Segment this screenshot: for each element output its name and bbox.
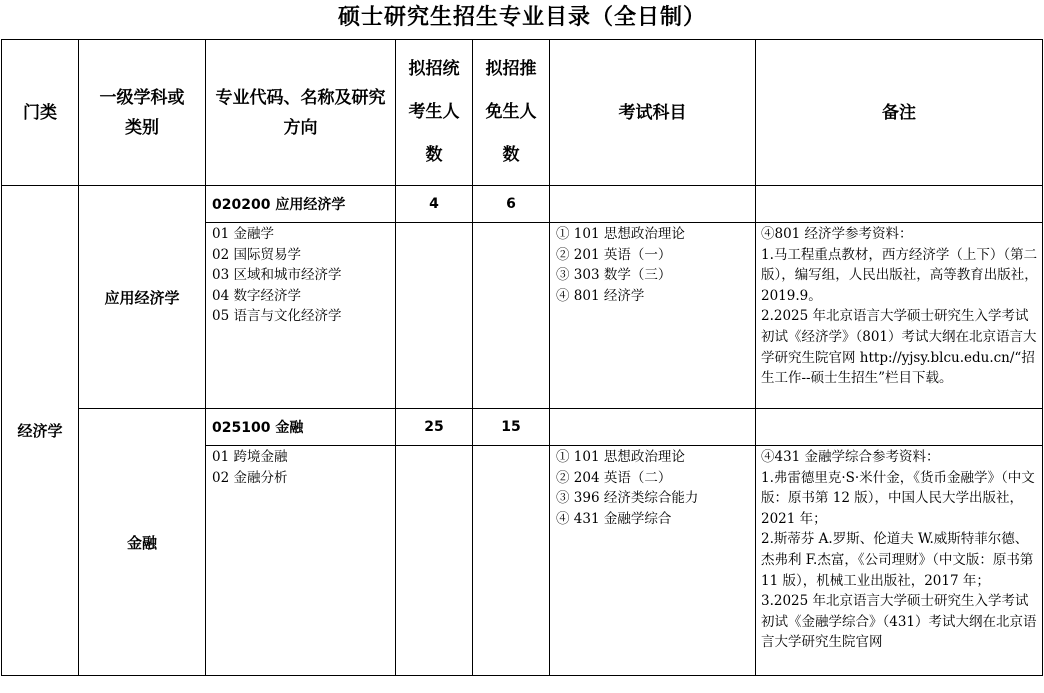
remarks-cell [756,223,1043,409]
list-item: 03 区域和城市经济学 [212,267,342,284]
remark-text: 1.弗雷德里克·S·米什金，《货币金融学》（中文版：原书第 12 版），中国人民大学出版社，2021 年； [761,469,1035,527]
exempt-quota-empty [473,446,550,676]
list-item: 04 数字经济学 [212,287,301,304]
program-catalog-table [1,39,1043,676]
remarks-cell [756,446,1043,676]
list-item: ② 201 英语（一） [556,246,672,263]
header-remarks: 备注 [756,40,1043,186]
header-category: 门类 [2,40,79,186]
list-item: 02 国际贸易学 [212,246,301,263]
category-cell: 经济学 [2,186,79,676]
exam-quota: 25 [396,409,473,446]
list-item: ① 101 思想政治理论 [556,226,685,242]
list-item: 01 金融学 [212,226,274,242]
exam-quota-empty [396,223,473,409]
header-discipline: 一级学科或类别 [79,40,206,186]
table-row [2,409,1043,446]
subjects-empty [550,409,756,446]
list-item: ③ 303 数学（三） [556,267,672,284]
remark-text: 2.2025 年北京语言大学硕士研究生入学考试初试《经济学》（801）考试大纲在北京语言大学研究生院官网 http://yjsy.blcu.edu.cn/“招生工作--硕士生招生”栏目下载。 [761,308,1037,387]
discipline-cell: 应用经济学 [79,186,206,409]
list-item: ② 204 英语（二） [556,469,672,486]
exam-quota-empty [396,446,473,676]
subjects-list [550,446,756,676]
list-item: ④ 801 经济学 [556,287,645,304]
exempt-quota: 6 [473,186,550,223]
page-title: 硕士研究生招生专业目录（全日制） [337,5,706,30]
list-item: ③ 396 经济类综合能力 [556,490,699,507]
remark-text: 1.马工程重点教材，西方经济学（上下）（第二版），编写组，人民出版社，高等教育出版社，2019.9。 [761,246,1038,304]
directions-list [206,223,396,409]
directions-list [206,446,396,676]
exam-quota: 4 [396,186,473,223]
remark-text: 2.斯蒂芬 A.罗斯、伦道夫 W.威斯特菲尔德、杰弗利 F.杰富，《公司理财》（中文版：原书第 11 版），机械工业出版社，2017 年； [761,531,1034,589]
table-row [2,186,1043,223]
remarks-empty [756,186,1043,223]
remark-text: ④801 经济学参考资料： [761,226,913,242]
list-item: 05 语言与文化经济学 [212,308,342,325]
program-code-name: 020200 应用经济学 [206,186,396,223]
exempt-quota: 15 [473,409,550,446]
program-code-name: 025100 金融 [206,409,396,446]
subjects-empty [550,186,756,223]
header-row [2,40,1043,186]
exempt-quota-empty [473,223,550,409]
list-item: 02 金融分析 [212,469,288,486]
header-exempt-quota: 拟招推免生人数 [473,40,550,186]
remarks-empty [756,409,1043,446]
header-subjects: 考试科目 [550,40,756,186]
remark-text: ④431 金融学综合参考资料： [761,449,940,465]
subjects-list [550,223,756,409]
header-exam-quota: 拟招统考生人数 [396,40,473,186]
list-item: ④ 431 金融学综合 [556,510,672,527]
list-item: 01 跨境金融 [212,449,288,465]
discipline-cell: 金融 [79,409,206,676]
header-program: 专业代码、名称及研究方向 [206,40,396,186]
list-item: ① 101 思想政治理论 [556,449,685,465]
remark-text: 3.2025 年北京语言大学硕士研究生入学考试初试《金融学综合》（431）考试大纲在北京语言大学研究生院官网 [761,593,1037,651]
